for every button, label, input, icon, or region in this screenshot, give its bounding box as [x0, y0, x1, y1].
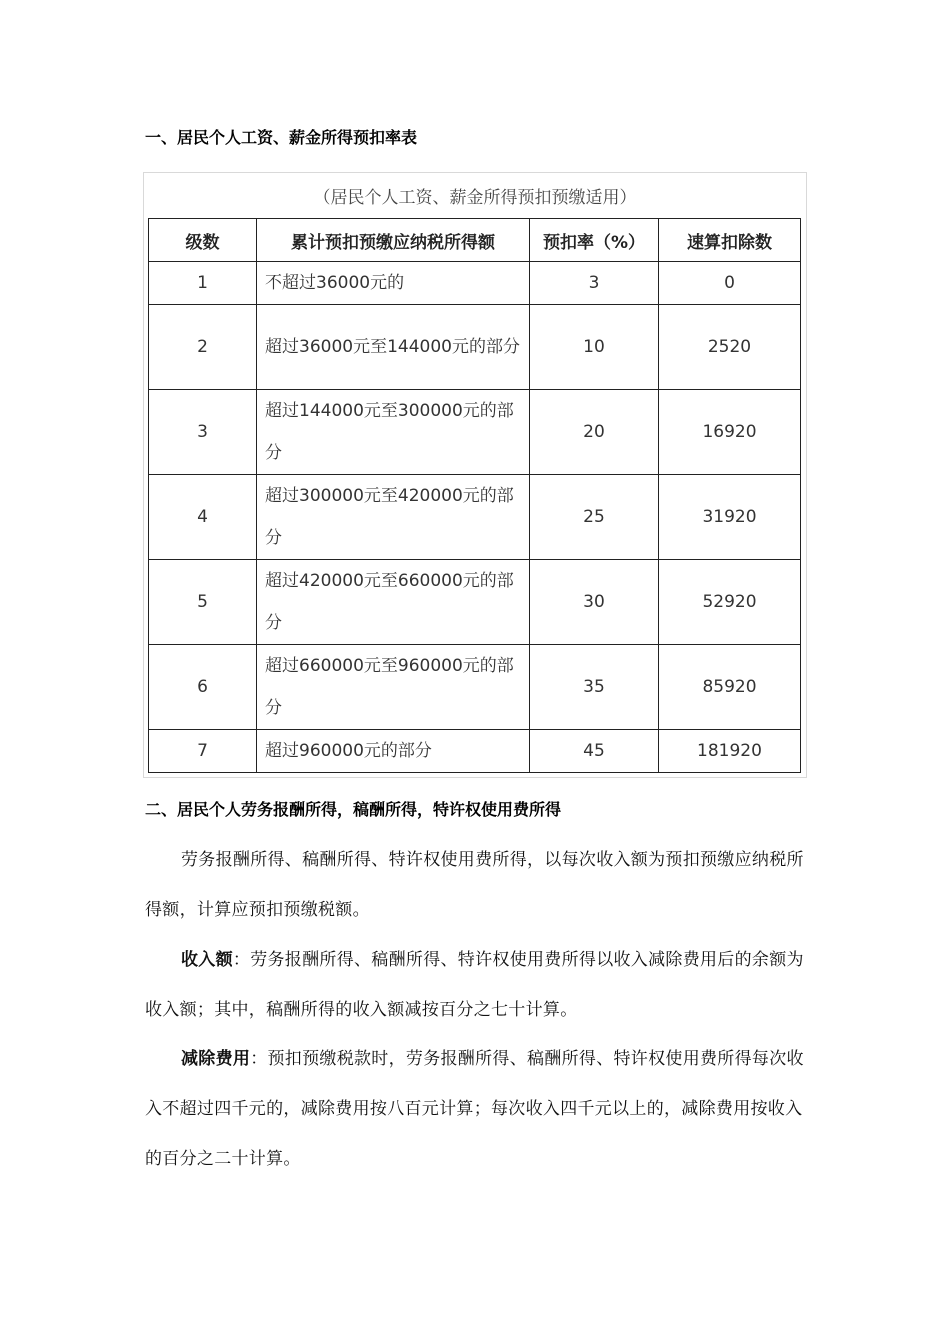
cell-rate: 30: [530, 560, 659, 645]
cell-rate: 20: [530, 390, 659, 475]
cell-rate: 3: [530, 262, 659, 305]
paragraph-income-amount: [145, 935, 805, 1035]
term-income-amount: 收入额: [181, 950, 233, 970]
cell-range: 超过960000元的部分: [257, 730, 530, 773]
header-rate: 预扣率（%）: [530, 219, 659, 262]
cell-rate: 10: [530, 305, 659, 390]
paragraph-taxable-income: [145, 835, 805, 935]
table-caption: （居民个人工资、薪金所得预扣预缴适用）: [313, 188, 637, 208]
section-heading-labor-income: 二、居民个人劳务报酬所得，稿酬所得，特许权使用费所得: [145, 800, 562, 819]
paragraph-deduction-expense: [145, 1034, 805, 1184]
cell-deduction: 85920: [659, 645, 801, 730]
cell-rate: 35: [530, 645, 659, 730]
table-row: [149, 305, 801, 390]
cell-range: 超过144000元至300000元的部分: [257, 390, 530, 475]
cell-level: 7: [149, 730, 257, 773]
table-row: [149, 645, 801, 730]
cell-level: 3: [149, 390, 257, 475]
paragraph-text: 劳务报酬所得、稿酬所得、特许权使用费所得，以每次收入额为预扣预缴应纳税所得额，计算应预扣预缴税额。: [145, 850, 804, 920]
cell-level: 4: [149, 475, 257, 560]
header-quick-deduction: 速算扣除数: [659, 219, 801, 262]
cell-level: 2: [149, 305, 257, 390]
term-deduction-expense: 减除费用: [181, 1049, 251, 1069]
cell-deduction: 181920: [659, 730, 801, 773]
cell-rate: 45: [530, 730, 659, 773]
header-level: 级数: [149, 219, 257, 262]
paragraph-text: ：劳务报酬所得、稿酬所得、特许权使用费所得以收入减除费用后的余额为收入额；其中，稿酬所得的收入额减按百分之七十计算。: [145, 950, 804, 1020]
table-row: [149, 730, 801, 773]
header-taxable-income: 累计预扣预缴应纳税所得额: [257, 219, 530, 262]
cell-rate: 25: [530, 475, 659, 560]
cell-deduction: 2520: [659, 305, 801, 390]
cell-deduction: 31920: [659, 475, 801, 560]
cell-deduction: 52920: [659, 560, 801, 645]
table-header-row: [149, 219, 801, 262]
cell-level: 5: [149, 560, 257, 645]
cell-range: 不超过36000元的: [257, 262, 530, 305]
cell-level: 1: [149, 262, 257, 305]
cell-range: 超过420000元至660000元的部分: [257, 560, 530, 645]
section-heading-wage-table: 一、居民个人工资、薪金所得预扣率表: [145, 128, 418, 147]
cell-level: 6: [149, 645, 257, 730]
cell-range: 超过36000元至144000元的部分: [257, 305, 530, 390]
withholding-rate-table: [148, 218, 801, 773]
table-row: [149, 390, 801, 475]
cell-range: 超过300000元至420000元的部分: [257, 475, 530, 560]
table-row: [149, 560, 801, 645]
cell-deduction: 0: [659, 262, 801, 305]
cell-deduction: 16920: [659, 390, 801, 475]
table-row: [149, 475, 801, 560]
cell-range: 超过660000元至960000元的部分: [257, 645, 530, 730]
paragraph-text: ：预扣预缴税款时，劳务报酬所得、稿酬所得、特许权使用费所得每次收入不超过四千元的，减除费用按八百元计算；每次收入四千元以上的，减除费用按收入的百分之二十计算。: [145, 1049, 804, 1169]
table-row: [149, 262, 801, 305]
